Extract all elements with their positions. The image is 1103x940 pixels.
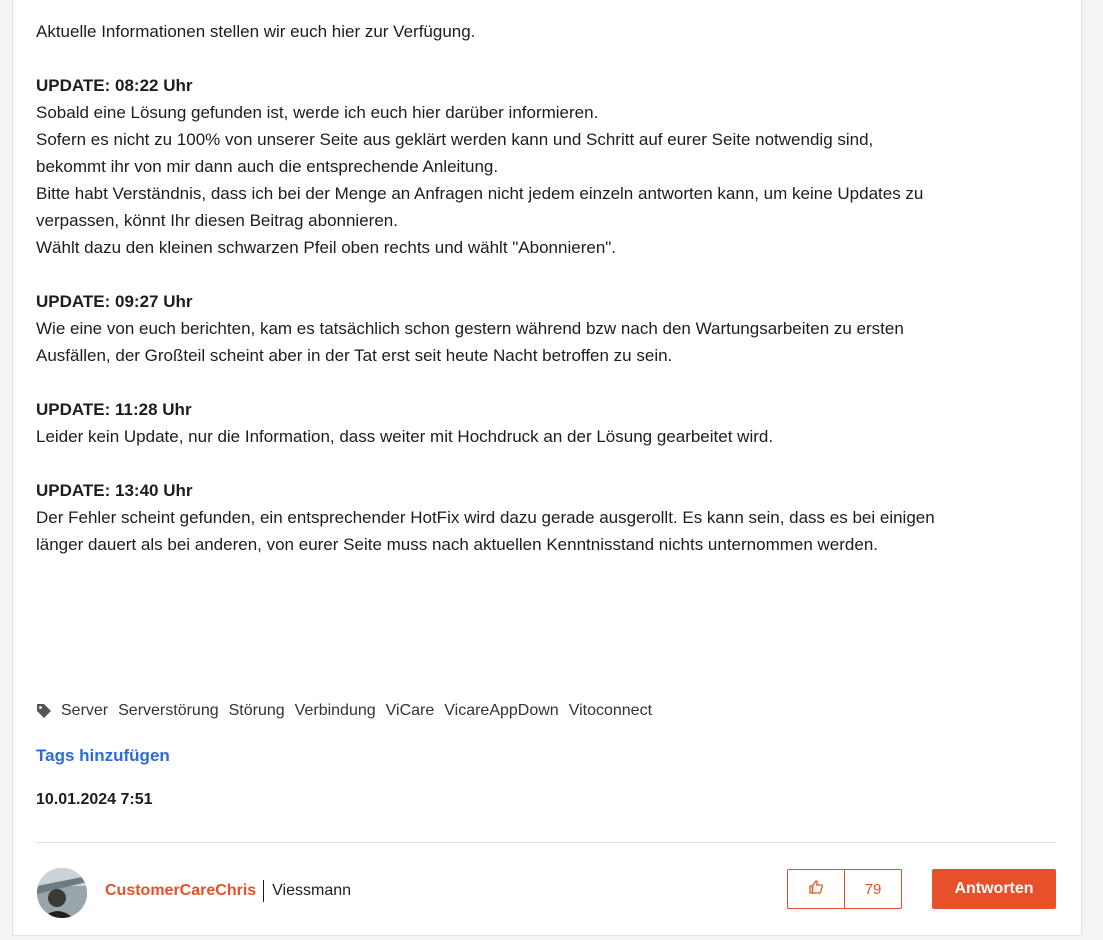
update-heading: UPDATE: 11:28 Uhr <box>36 400 192 419</box>
avatar[interactable] <box>37 868 87 918</box>
page-background <box>1088 0 1103 940</box>
update-line: Sofern es nicht zu 100% von unserer Seite aus geklärt werden kann und Schritt auf eurer Seite notwendig sind, <box>36 130 874 149</box>
update-line: Wählt dazu den kleinen schwarzen Pfeil oben rechts und wählt "Abonnieren". <box>36 238 617 257</box>
tag-link[interactable]: ViCare <box>385 702 435 719</box>
tag-list <box>36 702 662 720</box>
update-heading: UPDATE: 13:40 Uhr <box>36 481 193 500</box>
update-line: Leider kein Update, nur die Information, dass weiter mit Hochdruck an der Lösung gearbeitet wird. <box>36 427 774 446</box>
author-company: Viessmann <box>272 882 352 899</box>
update-line: länger dauert als bei anderen, von eurer Seite muss nach aktuellen Kenntnisstand nichts unternommen werden. <box>36 535 879 554</box>
update-line: Sobald eine Lösung gefunden ist, werde ich euch hier darüber informieren. <box>36 103 599 122</box>
update-heading: UPDATE: 09:27 Uhr <box>36 292 193 311</box>
post-date: 10.01.2024 7:51 <box>36 791 153 808</box>
like-count: 79 <box>864 880 882 898</box>
tag-link[interactable]: Serverstörung <box>118 702 219 719</box>
update-line: verpassen, könnt Ihr diesen Beitrag abonnieren. <box>36 211 398 230</box>
divider <box>36 842 1056 843</box>
update-line: Wie eine von euch berichten, kam es tatsächlich schon gestern während bzw nach den Wartungsarbeiten zu ersten <box>36 319 904 338</box>
tag-link[interactable]: Verbindung <box>294 702 376 719</box>
add-tags-link[interactable]: Tags hinzufügen <box>36 746 170 765</box>
divider <box>263 880 264 902</box>
post-card <box>12 0 1082 936</box>
thumbs-up-icon <box>808 879 824 900</box>
author-name[interactable]: CustomerCareChris <box>105 882 257 899</box>
update-heading: UPDATE: 08:22 Uhr <box>36 76 193 95</box>
kudos-box <box>787 869 902 909</box>
tag-link[interactable]: Vitoconnect <box>568 702 653 719</box>
update-line: Ausfällen, der Großteil scheint aber in der Tat erst seit heute Nacht betroffen zu sein. <box>36 346 673 365</box>
update-line: Der Fehler scheint gefunden, ein entsprechender HotFix wird dazu gerade ausgerollt. Es kann sein, dass es bei einigen <box>36 508 935 527</box>
update-line: bekommt ihr von mir dann auch die entsprechende Anleitung. <box>36 157 499 176</box>
tag-link[interactable]: Server <box>61 702 109 719</box>
tag-link[interactable]: VicareAppDown <box>444 702 559 719</box>
post-intro: Aktuelle Informationen stellen wir euch hier zur Verfügung. <box>36 22 476 41</box>
like-button[interactable] <box>788 870 845 908</box>
post-body <box>36 18 1066 558</box>
tag-icon <box>36 703 52 719</box>
author-info <box>105 880 351 902</box>
update-line: Bitte habt Verständnis, dass ich bei der Menge an Anfragen nicht jedem einzeln antworten kann, um keine Updates zu <box>36 184 924 203</box>
reply-button[interactable]: Antworten <box>932 869 1056 909</box>
tag-link[interactable]: Störung <box>228 702 285 719</box>
